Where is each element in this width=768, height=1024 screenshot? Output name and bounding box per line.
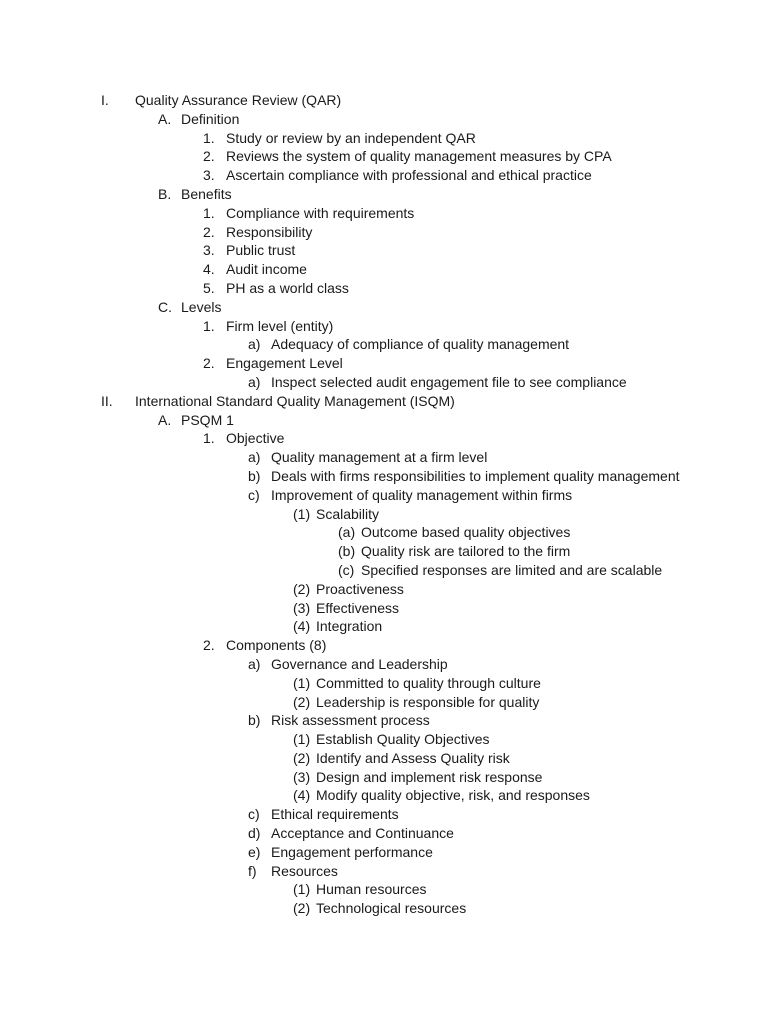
outline-text: Human resources: [316, 881, 427, 898]
outline-text: PSQM 1: [181, 411, 234, 428]
outline-item: [0, 260, 768, 279]
outline-text: Study or review by an independent QAR: [226, 129, 476, 146]
outline-text: Committed to quality through culture: [316, 674, 541, 691]
outline-text: Improvement of quality management within firms: [271, 486, 573, 503]
outline-text: Inspect selected audit engagement file to see compliance: [271, 373, 627, 390]
outline-text: Adequacy of compliance of quality management: [271, 336, 570, 353]
outline-text: Public trust: [226, 242, 296, 259]
outline-marker: (1): [293, 674, 311, 691]
outline-text: Engagement Level: [226, 355, 343, 372]
outline-item: [0, 354, 768, 373]
outline-text: Firm level (entity): [226, 317, 334, 334]
outline-marker: a): [248, 449, 261, 466]
outline-item: [0, 693, 768, 712]
outline-item: [0, 843, 768, 862]
outline-item: [0, 655, 768, 674]
outline-item: [0, 411, 768, 430]
outline-text: Integration: [316, 618, 383, 635]
outline-text: Components (8): [226, 637, 327, 654]
outline-marker: (4): [293, 618, 311, 635]
outline-marker: 1.: [203, 430, 215, 447]
outline-text: Benefits: [181, 185, 232, 202]
outline-marker: (4): [293, 787, 311, 804]
outline-marker: 1.: [203, 317, 215, 334]
outline-item: [0, 147, 768, 166]
outline-marker: 3.: [203, 242, 215, 259]
outline-item: [0, 730, 768, 749]
outline-item: [0, 317, 768, 336]
outline-marker: (b): [338, 543, 356, 560]
outline-text: Design and implement risk response: [316, 768, 543, 785]
outline-text: Quality management at a firm level: [271, 449, 488, 466]
outline-item: [0, 91, 768, 110]
outline-marker: 4.: [203, 261, 215, 278]
outline-item: [0, 880, 768, 899]
outline-marker: 1.: [203, 204, 215, 221]
outline-text: PH as a world class: [226, 279, 349, 296]
outline-marker: a): [248, 655, 261, 672]
outline-text: Scalability: [316, 505, 380, 522]
outline-text: Identify and Assess Quality risk: [316, 749, 510, 766]
outline-marker: b): [248, 712, 261, 729]
outline-marker: c): [248, 486, 260, 503]
outline-item: [0, 392, 768, 411]
outline-text: Outcome based quality objectives: [361, 524, 571, 541]
outline-marker: a): [248, 373, 261, 390]
outline-text: Ascertain compliance with professional and ethical practice: [226, 167, 592, 184]
outline-item: [0, 298, 768, 317]
outline-item: [0, 542, 768, 561]
outline-item: [0, 636, 768, 655]
outline-text: Establish Quality Objectives: [316, 731, 490, 748]
outline-marker: C.: [158, 298, 172, 315]
outline-item: [0, 580, 768, 599]
outline-item: [0, 674, 768, 693]
outline-text: Specified responses are limited and are scalable: [361, 561, 663, 578]
outline-item: [0, 110, 768, 129]
outline-text: Quality Assurance Review (QAR): [135, 92, 342, 108]
outline-text: International Standard Quality Management (ISQM): [135, 392, 455, 409]
outline-marker: 2.: [203, 148, 215, 165]
outline-item: [0, 373, 768, 392]
outline-item: [0, 279, 768, 298]
outline-item: [0, 599, 768, 618]
outline-marker: (2): [293, 693, 311, 710]
outline-marker: A.: [158, 110, 172, 127]
outline-item: [0, 204, 768, 223]
outline-item: [0, 129, 768, 148]
outline-list: [0, 91, 768, 918]
outline-item: [0, 467, 768, 486]
outline-text: Objective: [226, 430, 285, 447]
outline-marker: e): [248, 843, 261, 860]
outline-marker: 2.: [203, 355, 215, 372]
outline-item: [0, 429, 768, 448]
outline-item: [0, 166, 768, 185]
outline-item: [0, 824, 768, 843]
outline-item: [0, 223, 768, 242]
outline-text: Quality risk are tailored to the firm: [361, 543, 571, 560]
outline-marker: (1): [293, 731, 311, 748]
outline-marker: c): [248, 806, 260, 823]
outline-item: [0, 617, 768, 636]
outline-marker: a): [248, 336, 261, 353]
outline-marker: (2): [293, 749, 311, 766]
outline-marker: (c): [338, 561, 355, 578]
outline-marker: (3): [293, 599, 311, 616]
outline-marker: 2.: [203, 637, 215, 654]
outline-marker: (1): [293, 881, 311, 898]
outline-marker: d): [248, 825, 261, 842]
outline-marker: b): [248, 467, 261, 484]
outline-text: Leadership is responsible for quality: [316, 693, 540, 710]
outline-text: Ethical requirements: [271, 806, 399, 823]
outline-item: [0, 505, 768, 524]
outline-marker: 1.: [203, 129, 215, 146]
outline-item: [0, 448, 768, 467]
outline-marker: (2): [293, 580, 311, 597]
outline-marker: A.: [158, 411, 172, 428]
outline-item: [0, 749, 768, 768]
outline-text: Technological resources: [316, 900, 467, 917]
outline-text: Acceptance and Continuance: [271, 825, 454, 842]
outline-item: [0, 523, 768, 542]
outline-text: Proactiveness: [316, 580, 404, 597]
outline-text: Responsibility: [226, 223, 313, 240]
outline-item: [0, 241, 768, 260]
outline-text: Governance and Leadership: [271, 655, 448, 672]
outline-text: Resources: [271, 862, 338, 879]
outline-text: Compliance with requirements: [226, 204, 415, 221]
outline-marker: B.: [158, 185, 172, 202]
outline-text: Definition: [181, 110, 240, 127]
outline-item: [0, 711, 768, 730]
outline-marker: (2): [293, 900, 311, 917]
outline-marker: f): [248, 862, 257, 879]
outline-marker: 3.: [203, 167, 215, 184]
outline-marker: II.: [101, 392, 113, 409]
outline-item: [0, 561, 768, 580]
outline-item: [0, 786, 768, 805]
outline-item: [0, 185, 768, 204]
outline-text: Modify quality objective, risk, and responses: [316, 787, 590, 804]
outline-text: Deals with firms responsibilities to implement quality management: [271, 467, 680, 484]
outline-item: [0, 335, 768, 354]
outline-marker: (3): [293, 768, 311, 785]
outline-text: Audit income: [226, 261, 307, 278]
outline-marker: I.: [101, 92, 109, 108]
outline-item: [0, 862, 768, 881]
outline-marker: (1): [293, 505, 311, 522]
outline-marker: 5.: [203, 279, 215, 296]
outline-text: Risk assessment process: [271, 712, 430, 729]
outline-item: [0, 486, 768, 505]
outline-text: Effectiveness: [316, 599, 400, 616]
outline-marker: 2.: [203, 223, 215, 240]
outline-text: Engagement performance: [271, 843, 433, 860]
outline-item: [0, 805, 768, 824]
outline-text: Levels: [181, 298, 222, 315]
outline-item: [0, 899, 768, 918]
outline-item: [0, 768, 768, 787]
outline-text: Reviews the system of quality management measures by CPA: [226, 148, 612, 165]
outline-marker: (a): [338, 524, 356, 541]
